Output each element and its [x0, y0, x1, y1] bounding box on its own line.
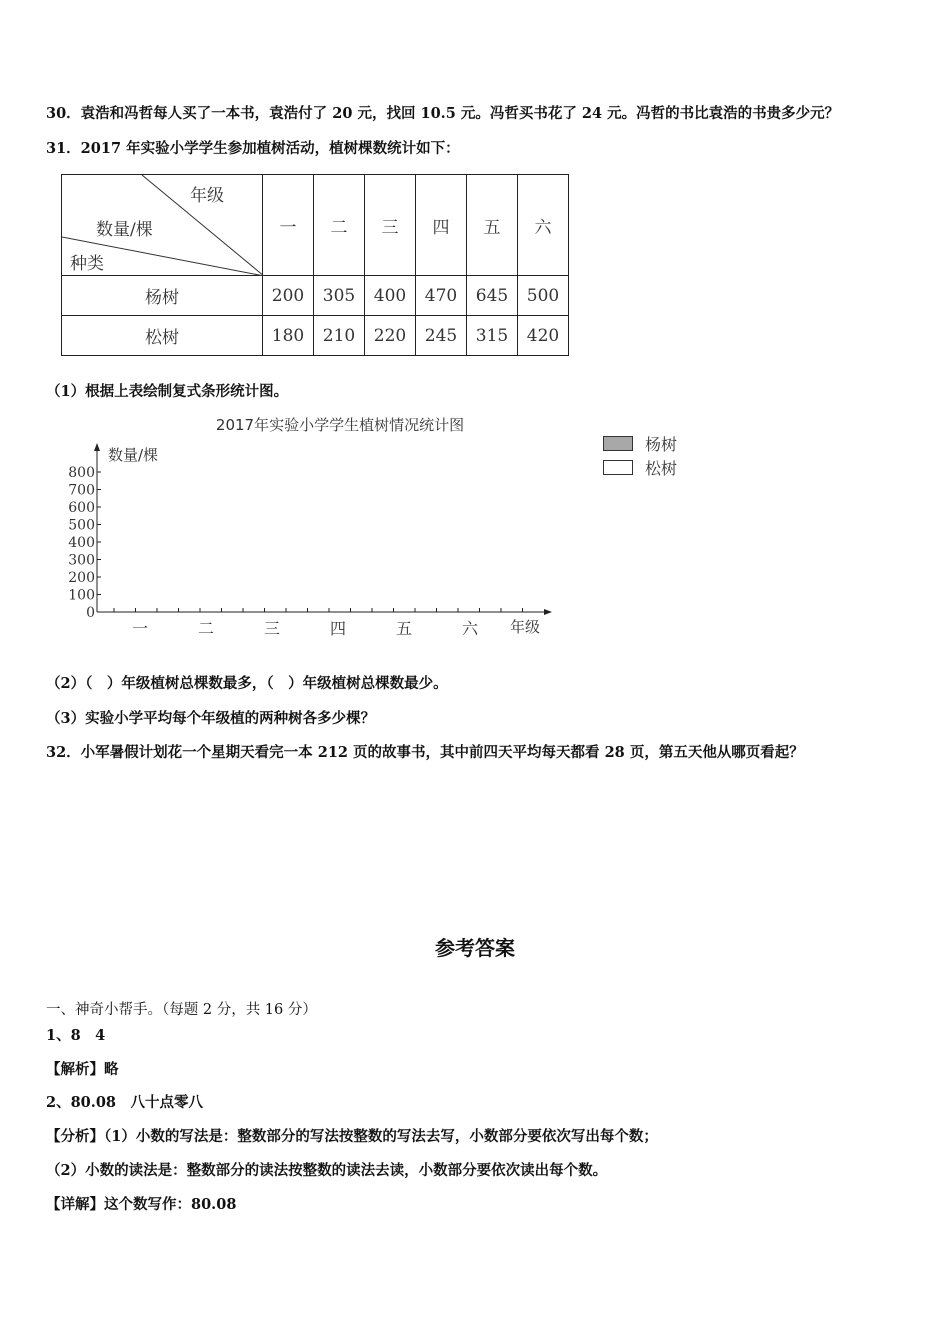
x-axis-arrow [544, 609, 552, 615]
legend-label-pine: 松树 [645, 458, 678, 478]
table-cell: 400 [365, 276, 416, 316]
grade-header: 三 [365, 175, 416, 276]
table-row [62, 276, 569, 316]
answer-2-detail: 【详解】这个数写作：80.08 [46, 1196, 237, 1213]
grade-header: 四 [416, 175, 467, 276]
grade-header: 二 [314, 175, 365, 276]
y-tick-label: 200 [68, 570, 95, 586]
table-cell: 180 [263, 316, 314, 356]
x-axis-label: 年级 [510, 618, 541, 636]
table-cell: 305 [314, 276, 365, 316]
table-cell: 210 [314, 316, 365, 356]
answer-2-analysis: 【分析】（1）小数的写法是：整数部分的写法按整数的写法去写，小数部分要依次写出每个数； [46, 1128, 658, 1145]
y-tick-label: 300 [68, 552, 95, 569]
x-tick-label: 四 [329, 619, 347, 638]
section-heading: 一、神奇小帮手。（每题 2 分，共 16 分） [46, 1002, 317, 1018]
tree-count-table [61, 174, 569, 356]
legend-swatch-pine [603, 460, 633, 475]
chart-legend [603, 434, 677, 482]
row-label-poplar: 杨树 [62, 276, 263, 316]
subquestion-1: （1）根据上表绘制复式条形统计图。 [46, 383, 289, 400]
table-cell: 500 [518, 276, 569, 316]
answer-2-analysis-2: （2）小数的读法是：整数部分的读法按整数的读法去读，小数部分要依次读出每个数。 [46, 1162, 608, 1179]
x-tick-label: 五 [395, 619, 413, 638]
question-30: 30．袁浩和冯哲每人买了一本书，袁浩付了 20 元，找回 10.5 元。冯哲买书花了 24 元。冯哲的书比袁浩的书贵多少元？ [46, 105, 840, 122]
answer-2: 2、80.08 八十点零八 [46, 1094, 203, 1111]
y-tick-label: 0 [86, 605, 95, 621]
header-kind: 种类 [70, 254, 104, 274]
header-quantity: 数量/棵 [96, 220, 153, 240]
x-tick-label: 六 [461, 619, 479, 638]
subquestion-3: （3）实验小学平均每个年级植的两种树各多少棵？ [46, 710, 376, 727]
table-cell: 645 [467, 276, 518, 316]
answer-1-analysis: 【解析】略 [46, 1061, 119, 1078]
legend-swatch-poplar [603, 436, 633, 451]
subquestion-2: （2）（ ）年级植树总棵数最多，（ ）年级植树总棵数最少。 [46, 675, 448, 692]
x-tick-label: 二 [197, 619, 215, 638]
table-header-diagonal-cell [62, 175, 263, 276]
chart-axes [94, 443, 552, 615]
legend-item-poplar [603, 434, 677, 452]
legend-label-poplar: 杨树 [645, 434, 678, 454]
bar-chart [60, 410, 560, 645]
question-32: 32．小军暑假计划花一个星期天看完一本 212 页的故事书，其中前四天平均每天都看 28 页，第五天他从哪页看起？ [46, 744, 804, 761]
grade-header: 六 [518, 175, 569, 276]
grade-header: 一 [263, 175, 314, 276]
y-tick-label: 700 [68, 482, 95, 499]
legend-item-pine [603, 458, 677, 476]
y-tick-label: 400 [68, 535, 95, 551]
table-row [62, 316, 569, 356]
table-cell: 315 [467, 316, 518, 356]
row-label-pine: 松树 [62, 316, 263, 356]
table-cell: 245 [416, 316, 467, 356]
y-axis-arrow [94, 443, 100, 451]
y-tick-label: 100 [68, 587, 95, 604]
x-tick-label: 一 [131, 619, 149, 638]
x-tick-label: 三 [263, 619, 281, 638]
y-tick-label: 500 [68, 517, 95, 534]
y-axis-label: 数量/棵 [108, 446, 159, 464]
answer-1: 1、8 4 [46, 1027, 106, 1044]
header-grade: 年级 [190, 186, 224, 206]
table-cell: 470 [416, 276, 467, 316]
table-cell: 420 [518, 316, 569, 356]
answer-title: 参考答案 [435, 936, 515, 960]
y-tick-label: 600 [68, 500, 95, 516]
y-ticks [68, 465, 101, 621]
table-cell: 220 [365, 316, 416, 356]
table-cell: 200 [263, 276, 314, 316]
grade-header: 五 [467, 175, 518, 276]
question-31: 31．2017 年实验小学学生参加植树活动，植树棵数统计如下： [46, 140, 460, 157]
y-tick-label: 800 [68, 465, 95, 481]
chart-title: 2017年实验小学学生植树情况统计图 [215, 416, 465, 434]
